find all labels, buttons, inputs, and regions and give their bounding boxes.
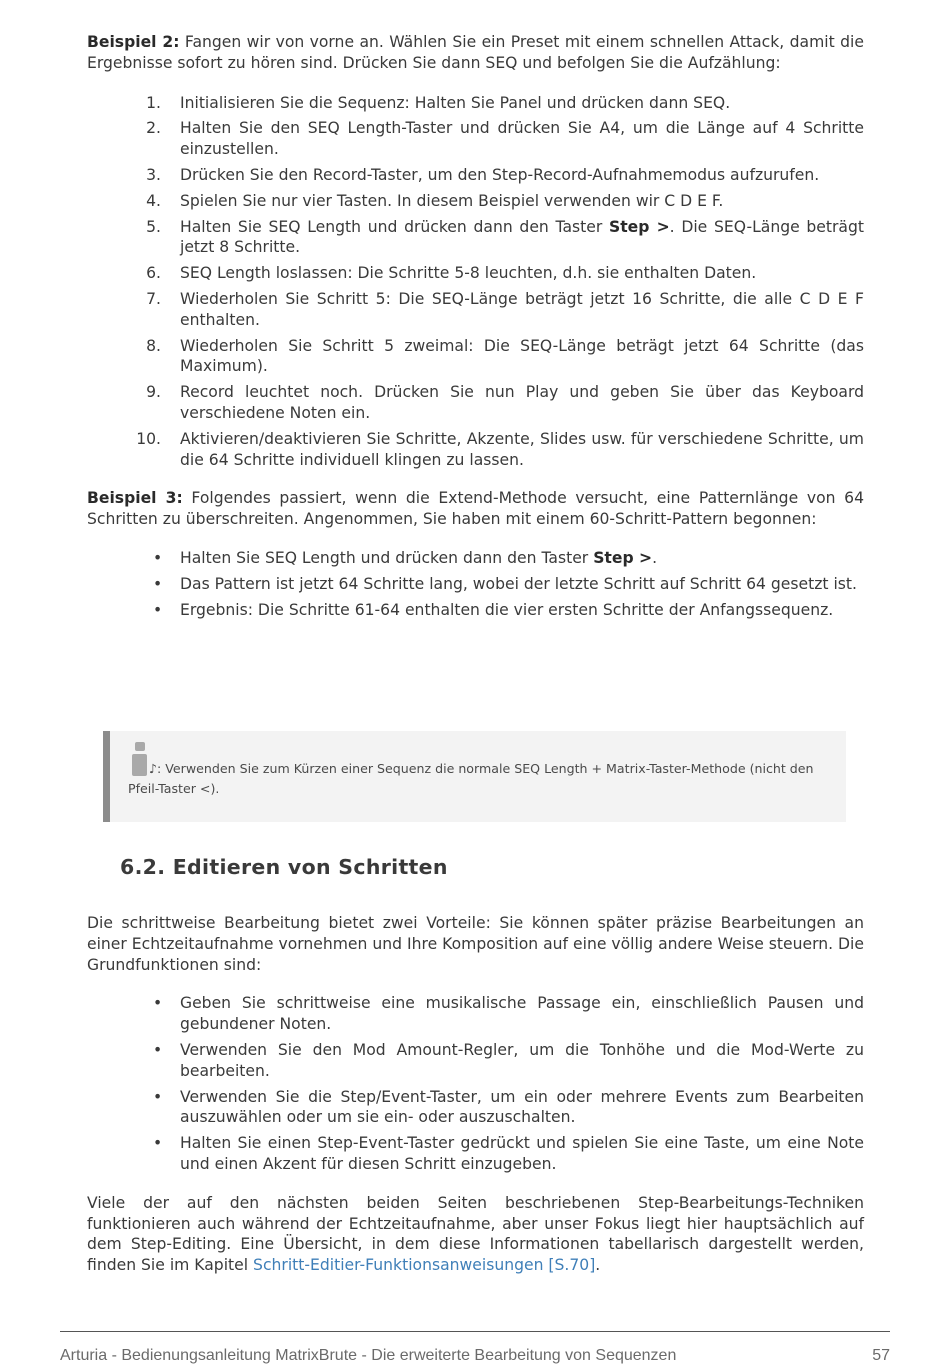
list-text: . Die SEQ-Länge beträgt jetzt 8 Schritte. (180, 217, 864, 257)
list-text: Record leuchtet noch. Drücken Sie nun Play und geben Sie über das Keyboard verschiedene Noten ein. (180, 383, 864, 422)
bullet-icon: • (153, 548, 163, 567)
section-heading: 6.2. Editieren von Schritten (120, 855, 448, 879)
section-body (87, 913, 864, 1276)
info-note (103, 731, 846, 822)
closing-text: Viele der auf den nächsten beiden Seiten beschriebenen Step-Bearbeitungs-Techniken funktionieren auch während der Echtzeitaufnahme, aber unser Fokus liegt hier hauptsächlich auf dem Step-Editing. Eine Übersicht, in dem diese Informationen tabellarisch dargestellt werden, finden Sie im Kapitel (87, 1193, 864, 1275)
list-number: 1. (146, 93, 161, 112)
list-number: 7. (146, 289, 161, 308)
example-2-text: Fangen wir von vorne an. Wählen Sie ein Preset mit einem schnellen Attack, damit die Ergebnisse sofort zu hören sind. Drücken Sie dann SEQ und befolgen Sie die Aufzählung: (87, 33, 864, 72)
list-text: Wiederholen Sie Schritt 5 zweimal: Die SEQ-Länge beträgt jetzt 64 Schritte (das Maximum). (180, 336, 864, 376)
list-item (87, 382, 864, 424)
list-item (87, 165, 864, 186)
list-item (87, 1040, 864, 1082)
list-text: Halten Sie SEQ Length und drücken dann den Taster (180, 217, 609, 236)
list-number: 10. (136, 429, 161, 448)
bullet-icon: • (153, 994, 163, 1013)
list-item (87, 993, 864, 1035)
list-item (87, 1133, 864, 1175)
list-text: Wiederholen Sie Schritt 5: Die SEQ-Länge beträgt jetzt 16 Schritte, die alle C D E F enthalten. (180, 289, 864, 329)
list-number: 6. (146, 264, 161, 283)
list-text: . (652, 548, 658, 567)
list-item (87, 289, 864, 331)
list-text: Verwenden Sie die Step/Event-Taster, um ein oder mehrere Events zum Bearbeiten auszuwählen oder um sie ein- oder auszuschalten. (180, 1087, 864, 1127)
bullet-icon: • (153, 1134, 163, 1153)
list-text: SEQ Length loslassen: Die Schritte 5-8 leuchten, d.h. sie enthalten Daten. (180, 264, 757, 283)
list-number: 9. (146, 383, 161, 402)
example-3-bullets (87, 548, 864, 620)
steps-list (87, 93, 864, 471)
list-number: 8. (146, 336, 161, 355)
note-text (128, 759, 840, 799)
list-item (87, 600, 864, 621)
example-3-paragraph (87, 488, 864, 530)
list-number: 5. (146, 217, 161, 236)
list-item (87, 336, 864, 378)
list-text: Initialisieren Sie die Sequenz: Halten Sie Panel und drücken dann SEQ. (180, 93, 731, 112)
list-text: Drücken Sie den Record-Taster, um den Step-Record-Aufnahmemodus aufzurufen. (180, 165, 820, 184)
list-text: Ergebnis: Die Schritte 61-64 enthalten die vier ersten Schritte der Anfangssequenz. (180, 600, 834, 619)
list-text: Aktivieren/deaktivieren Sie Schritte, Akzente, Slides usw. für verschiedene Schritte, um die 64 Schritte individuell klingen zu lassen. (180, 429, 864, 469)
bullet-icon: • (153, 574, 163, 593)
example-3-text: Folgendes passiert, wenn die Extend-Methode versucht, eine Patternlänge von 64 Schritten zu überschreiten. Angenommen, Sie haben mit einem 60-Schritt-Pattern begonnen: (87, 489, 864, 529)
section-intro: Die schrittweise Bearbeitung bietet zwei Vorteile: Sie können später präzise Bearbeitungen an einer Echtzeitaufnahme vornehmen und Ihre Komposition auf eine völlig andere Weise steuern. Die Grundfunktionen sind: (87, 914, 864, 974)
page-number: 57 (872, 1347, 890, 1364)
list-item (87, 574, 864, 595)
list-number: 2. (146, 119, 161, 138)
footer-divider (60, 1331, 890, 1332)
list-text: Halten Sie den SEQ Length-Taster und drücken Sie A4, um die Länge auf 4 Schritte einzustellen. (180, 119, 864, 159)
bullet-icon: • (153, 1040, 163, 1059)
list-text: Verwenden Sie den Mod Amount-Regler, um die Tonhöhe und die Mod-Werte zu bearbeiten. (180, 1040, 864, 1080)
example-2-paragraph (87, 32, 864, 74)
closing-end: . (595, 1256, 601, 1275)
list-item (87, 191, 864, 212)
example-3-label: Beispiel 3: (87, 489, 183, 508)
step-button-label: Step > (593, 548, 653, 567)
chapter-link[interactable]: Schritt-Editier-Funktionsanweisungen [S.70] (253, 1256, 596, 1275)
music-note-icon: ♪ (149, 761, 158, 776)
footer-title: Arturia - Bedienungsanleitung MatrixBrute - Die erweiterte Bearbeitung von Sequenzen (60, 1347, 677, 1364)
bullet-icon: • (153, 1087, 163, 1106)
list-item (87, 548, 864, 569)
page-body (87, 32, 864, 620)
list-number: 3. (146, 165, 161, 184)
example-2-label: Beispiel 2: (87, 33, 180, 51)
list-item (87, 118, 864, 160)
list-number: 4. (146, 191, 161, 210)
bullet-icon: • (153, 600, 163, 619)
list-text: Halten Sie einen Step-Event-Taster gedrückt und spielen Sie eine Taste, um eine Note und einen Akzent für diesen Schritt einzugeben. (180, 1134, 864, 1173)
list-item (87, 1087, 864, 1129)
note-body: : Verwenden Sie zum Kürzen einer Sequenz die normale SEQ Length + Matrix-Taster-Methode (nicht den Pfeil-Taster <). (128, 761, 814, 796)
step-button-label: Step > (608, 217, 670, 236)
list-text: Spielen Sie nur vier Tasten. In diesem Beispiel verwenden wir C D E F. (180, 191, 724, 210)
list-item (87, 263, 864, 284)
section-closing (87, 1193, 864, 1276)
list-text: Geben Sie schrittweise eine musikalische Passage ein, einschließlich Pausen und gebundener Noten. (180, 994, 864, 1034)
list-item (87, 217, 864, 259)
section-bullets (87, 993, 864, 1174)
list-item (87, 93, 864, 114)
list-text: Das Pattern ist jetzt 64 Schritte lang, wobei der letzte Schritt auf Schritt 64 gesetzt ist. (180, 574, 857, 593)
list-text: Halten Sie SEQ Length und drücken dann den Taster (180, 548, 594, 567)
list-item (87, 429, 864, 471)
